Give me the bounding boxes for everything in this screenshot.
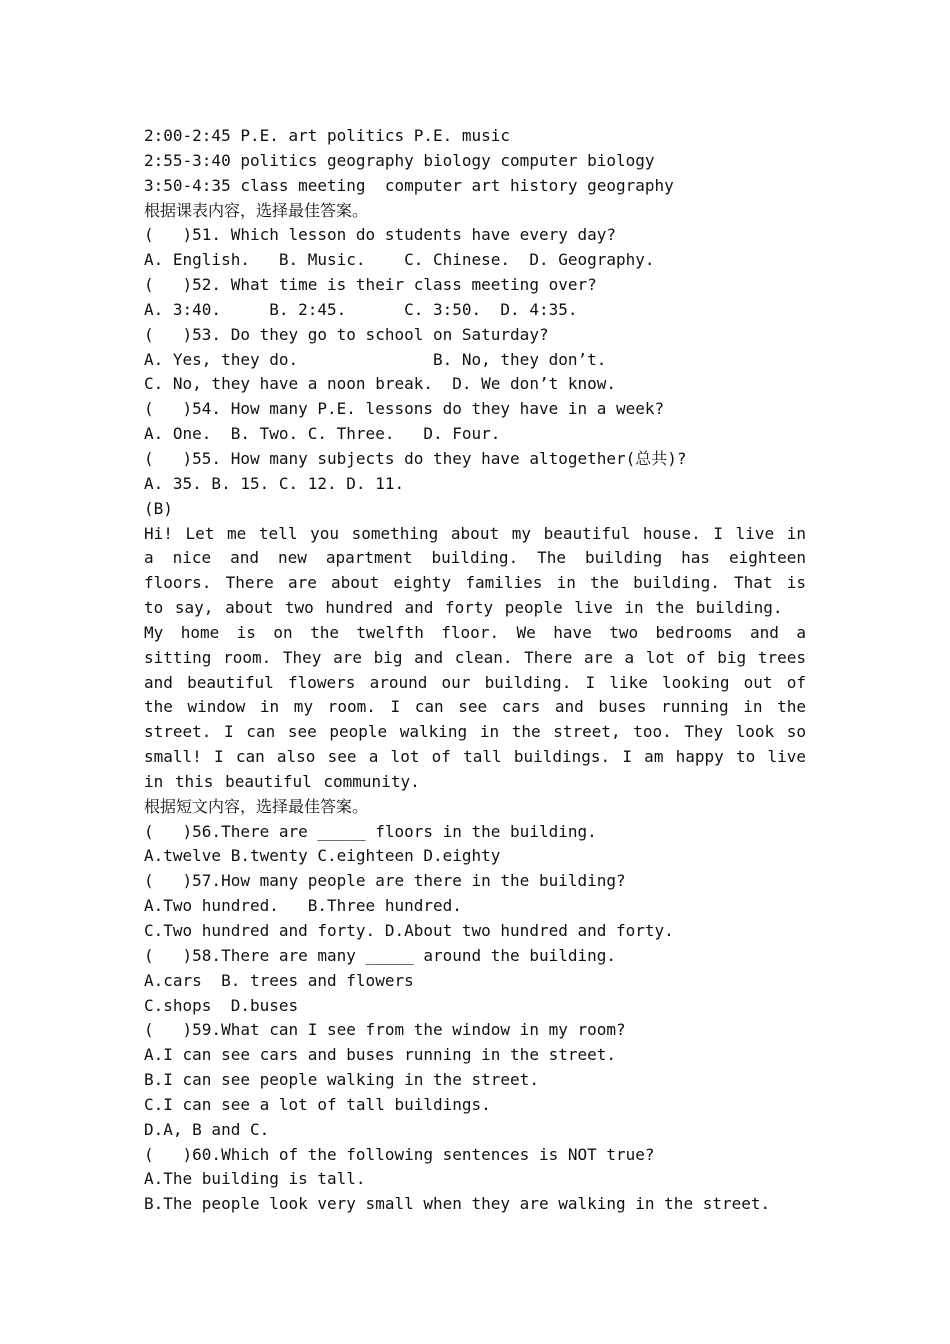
option-60-a: A.The building is tall.	[144, 1169, 366, 1189]
question-55: ( )55. How many subjects do they have altogether(总共)?	[144, 448, 687, 468]
options-57-cd: C.Two hundred and forty. D.About two hundred and forty.	[144, 921, 674, 940]
option-59-b: B.I can see people walking in the street.	[144, 1070, 539, 1090]
part-b-section	[144, 497, 806, 1217]
options-53-cd: C. No, they have a noon break. D. We don’t know.	[144, 374, 617, 394]
option-59-a: A.I can see cars and buses running in the street.	[144, 1045, 617, 1065]
options-51: A. English. B. Music. C. Chinese. D. Geography.	[144, 250, 655, 270]
options-52: A. 3:40. B. 2:45. C. 3:50. D. 4:35.	[144, 299, 578, 319]
timetable-row: 2:00-2:45 P.E. art politics P.E. music	[144, 126, 511, 145]
question-53: ( )53. Do they go to school on Saturday?	[144, 324, 549, 344]
options-58-cd: C.shops D.buses	[144, 995, 299, 1015]
options-54: A. One. B. Two. C. Three. D. Four.	[144, 424, 501, 444]
question-52: ( )52. What time is their class meeting over?	[144, 275, 597, 295]
part-b-label: (B)	[144, 498, 173, 518]
option-59-d: D.A, B and C.	[144, 1119, 270, 1139]
options-57-ab: A.Two hundred. B.Three hundred.	[144, 896, 462, 916]
question-60: ( )60.Which of the following sentences is NOT true?	[144, 1144, 655, 1164]
question-57: ( )57.How many people are there in the building?	[144, 871, 626, 891]
options-56: A.twelve B.twenty C.eighteen D.eighty	[144, 846, 501, 866]
question-51: ( )51. Which lesson do students have every day?	[144, 225, 617, 245]
question-59: ( )59.What can I see from the window in my room?	[144, 1020, 626, 1040]
option-59-c: C.I can see a lot of tall buildings.	[144, 1094, 491, 1114]
timetable-row: 3:50-4:35 class meeting computer art history geography	[144, 175, 674, 195]
option-60-b: B.The people look very small when they are walking in the street.	[144, 1194, 771, 1214]
passage-paragraph-1: Hi! Let me tell you something about my beautiful house. I live in a nice and new apartment building. The building has eighteen floors. There are about eighty families in the building. That is to say, about two hundred and forty people live in the building.	[144, 523, 806, 618]
options-55: A. 35. B. 15. C. 12. D. 11.	[144, 473, 405, 493]
part-a-instruction: 根据课表内容，选择最佳答案。	[144, 200, 369, 220]
options-58-ab: A.cars B. trees and flowers	[144, 970, 414, 990]
timetable-rows	[144, 124, 806, 199]
timetable-row: 2:55-3:40 politics geography biology computer biology	[144, 150, 655, 170]
options-53-ab: A. Yes, they do. B. No, they don’t.	[144, 349, 607, 369]
part-a-section	[144, 199, 806, 497]
question-58: ( )58.There are many _____ around the building.	[144, 945, 617, 965]
part-b-instruction: 根据短文内容，选择最佳答案。	[144, 796, 369, 816]
passage-paragraph-2: My home is on the twelfth floor. We have two bedrooms and a sitting room. They are big and clean. There are a lot of big trees and beautiful flowers around our building. I like looking out of the window in my room. I can see cars and buses running in the street. I can see people walking in the street, too. They look so small! I can also see a lot of tall buildings. I am happy to live in this beautiful community.	[144, 622, 806, 791]
document-page	[144, 124, 806, 1217]
question-56: ( )56.There are _____ floors in the building.	[144, 821, 597, 841]
question-54: ( )54. How many P.E. lessons do they have in a week?	[144, 399, 665, 419]
